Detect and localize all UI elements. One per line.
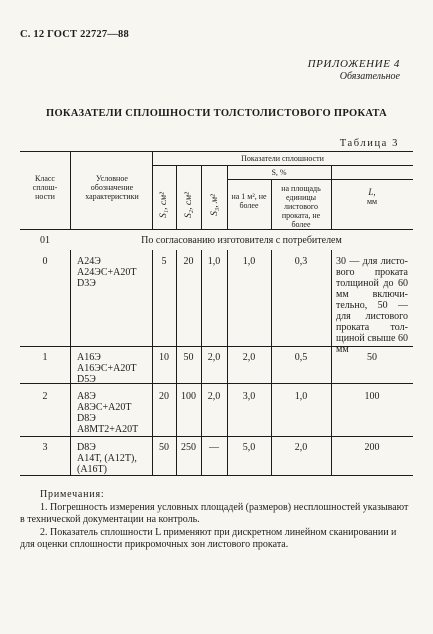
column-divider: [176, 165, 177, 229]
header-indicators: Показатели сплошности: [241, 154, 324, 163]
row-s2: 20: [183, 256, 194, 267]
column-divider: [201, 165, 202, 229]
row-s3: 2,0: [207, 391, 221, 402]
column-divider: [271, 179, 272, 229]
row-per-m2: 2,0: [242, 352, 256, 363]
row-designation: D5Э: [77, 374, 96, 385]
header-divider: [152, 165, 413, 166]
column-divider: [70, 151, 71, 229]
header-designation: Условное обозначение характеристики: [85, 174, 139, 201]
row-designation: А16Э: [77, 352, 101, 363]
row-per-m2: 1,0: [242, 256, 256, 267]
header-l-unit: мм: [366, 197, 378, 206]
header-l: L,: [368, 187, 376, 197]
document-title: ПОКАЗАТЕЛИ СПЛОШНОСТИ ТОЛСТОЛИСТОВОГО ПРОКАТА: [45, 108, 387, 119]
row-s1: 20: [159, 391, 169, 402]
header-class: Класс сплош- ности: [32, 174, 58, 201]
row-s3: 2,0: [207, 352, 221, 363]
row-s3: 1,0: [207, 256, 221, 267]
row-l: 200: [364, 442, 380, 453]
header-s1: S₁, см²: [159, 192, 169, 218]
row-s1: 10: [159, 352, 169, 363]
row-class: 3: [42, 442, 48, 453]
row-designation: А14Т, (А12Т),: [77, 453, 137, 464]
table-label: Таблица 3: [339, 138, 399, 149]
note-item: 2. Показатель сплошности L применяют при дискретном линейном сканировании и для оценки сплошности прикромочных зон листового проката.: [20, 527, 397, 550]
row-s2: 50: [183, 352, 194, 363]
row-designation: А24ЭС+А20Т: [77, 267, 137, 278]
row-designation: А24Э: [77, 256, 101, 267]
row-designation: А8ЭС+А20Т: [77, 402, 132, 413]
row-per-area: 0,5: [294, 352, 308, 363]
appendix-title: ПРИЛОЖЕНИЕ 4: [307, 58, 400, 70]
row-designation: А16ЭС+А20Т: [77, 363, 137, 374]
row-merged-text: По согласованию изготовителя с потребителем: [141, 235, 342, 246]
table-top-border: [20, 151, 413, 152]
row-s2: 250: [181, 442, 196, 453]
row-per-area: 0,3: [294, 256, 308, 267]
table-bottom-border: [20, 475, 413, 476]
header-per-m2: на 1 м², не более: [231, 192, 267, 210]
row-s3: —: [209, 442, 219, 453]
row-per-area: 2,0: [294, 442, 308, 453]
row-l: 50: [367, 352, 377, 363]
row-designation: D8Э: [77, 442, 96, 453]
row-s1: 5: [161, 256, 167, 267]
header-s2: S₂, см²: [184, 192, 194, 218]
header-divider: [227, 179, 413, 180]
row-s2: 100: [181, 391, 196, 402]
row-class: 1: [42, 352, 48, 363]
row-l: 100: [364, 391, 380, 402]
row-designation: D8Э: [77, 413, 96, 424]
row-per-area: 1,0: [294, 391, 308, 402]
row-designation: D3Э: [77, 278, 96, 289]
header-per-area: на площадь единицы листового проката, не более: [281, 184, 321, 229]
row-designation: (А16Т): [77, 464, 107, 475]
column-divider: [70, 250, 71, 475]
header-bottom-border: [20, 229, 413, 230]
header-s-percent: S, %: [271, 168, 287, 177]
row-divider: [20, 436, 413, 437]
row-designation: А8Э: [77, 391, 96, 402]
page-header: С. 12 ГОСТ 22727—88: [20, 29, 129, 40]
row-class: 01: [40, 235, 50, 246]
row-per-m2: 3,0: [242, 391, 256, 402]
header-s3: S₃, м²: [210, 194, 220, 216]
row-class: 0: [42, 256, 48, 267]
row-per-m2: 5,0: [242, 442, 256, 453]
row-l: 30 — для листо- вого проката толщиной до 60 мм включи- тельно, 50 — для листового проката тол- щиной свыше 60 мм: [336, 256, 408, 355]
row-class: 2: [42, 391, 48, 402]
row-designation: А8МТ2+А20Т: [77, 424, 139, 435]
row-s1: 50: [159, 442, 169, 453]
note-item: 1. Погрешность измерения условных площадей (размеров) несплошностей указывают в технической документации на контроль.: [20, 502, 409, 525]
notes-title: Примечания:: [40, 489, 105, 500]
appendix-subtitle: Обязательное: [339, 71, 400, 82]
